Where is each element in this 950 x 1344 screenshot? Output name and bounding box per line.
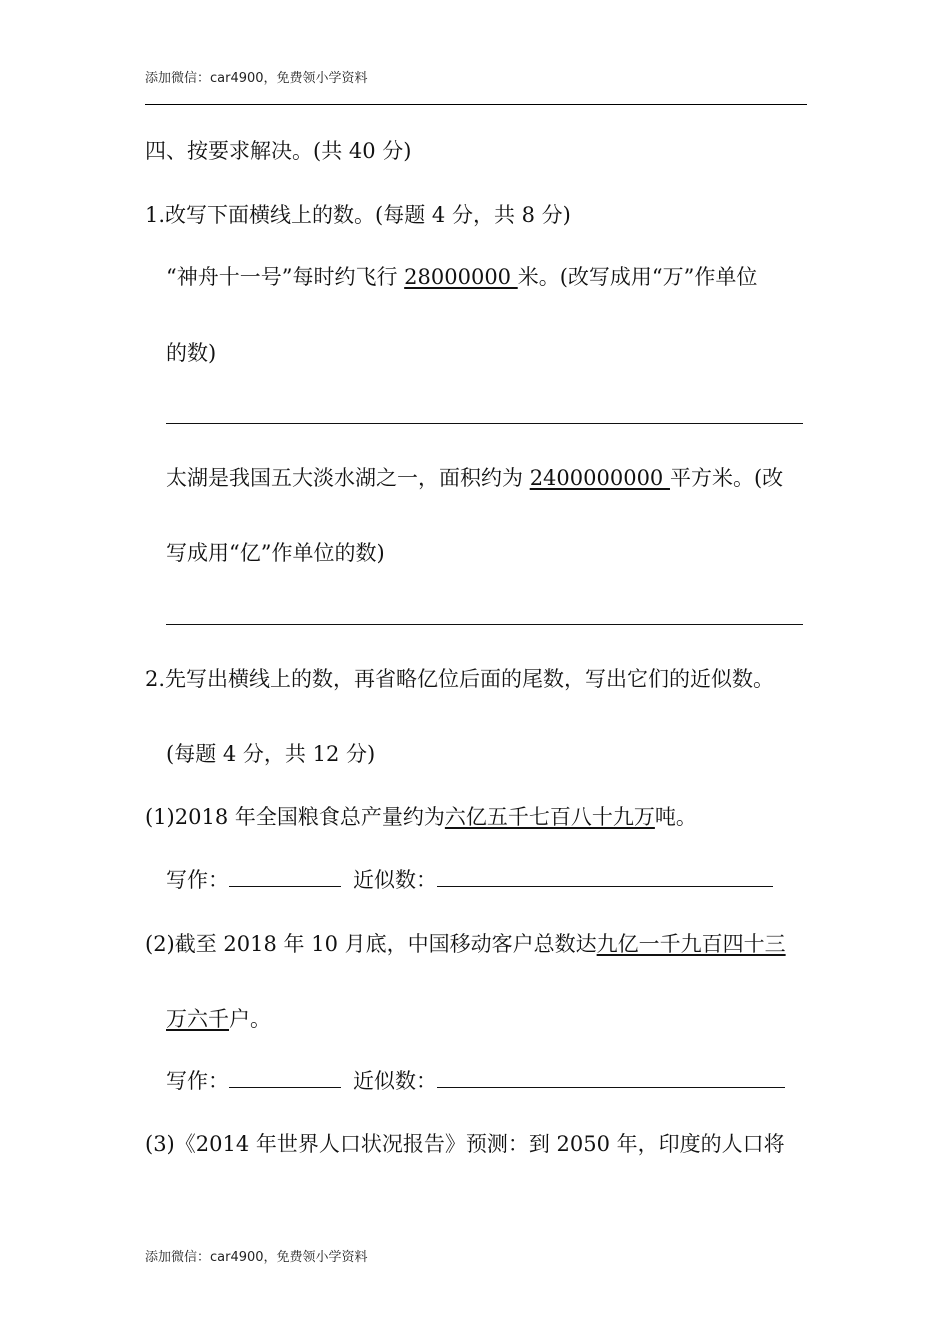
q2-item2-cont-underlined: 万六千 [166, 1007, 229, 1031]
q2-title: 2.先写出横线上的数，再省略亿位后面的尾数，写出它们的近似数。 [145, 667, 775, 691]
q1a-before: “神舟十一号”每时约飞行 [166, 265, 405, 289]
header-divider [145, 104, 807, 105]
page-header: 添加微信：car4900，免费领小学资料 [145, 71, 368, 86]
page-footer: 添加微信：car4900，免费领小学资料 [145, 1250, 368, 1265]
q2-item2-answer-row [166, 1067, 785, 1095]
approx-label: 近似数： [353, 868, 437, 892]
q1a-text [166, 263, 757, 291]
q2-item2-underlined: 九亿一千九百四十三 [596, 932, 786, 956]
q2-item1-answer-row [166, 866, 773, 894]
write-blank[interactable] [229, 866, 341, 887]
q1b-before: 太湖是我国五大淡水湖之一，面积约为 [166, 466, 530, 490]
q1b-answer-line[interactable] [166, 624, 803, 625]
q2-item2-continuation [166, 1005, 271, 1033]
q1a-number: 28000000 [404, 265, 518, 289]
q1b-continuation: 写成用“亿”作单位的数) [166, 541, 385, 565]
approx-label: 近似数： [353, 1069, 437, 1093]
q2-item3: (3)《2014 年世界人口状况报告》预测：到 2050 年，印度的人口将 [145, 1132, 785, 1156]
q2-score: (每题 4 分，共 12 分) [166, 742, 376, 766]
q2-item2-suffix: 户。 [229, 1007, 271, 1031]
approx-blank[interactable] [437, 866, 773, 887]
write-label: 写作： [166, 1069, 229, 1093]
q2-item1 [145, 803, 697, 831]
q1b-text [166, 464, 783, 492]
q1b-after: 平方米。(改 [669, 466, 784, 490]
q2-item2-prefix: (2)截至 2018 年 10 月底，中国移动客户总数达 [145, 932, 597, 956]
q2-item1-underlined: 六亿五千七百八十九万 [444, 805, 655, 829]
q1b-number: 2400000000 [529, 466, 670, 490]
q2-item2 [145, 930, 786, 958]
q1-title: 1.改写下面横线上的数。(每题 4 分，共 8 分) [145, 203, 571, 227]
write-blank[interactable] [229, 1067, 341, 1088]
q2-item1-prefix: (1)2018 年全国粮食总产量约为 [145, 805, 445, 829]
q1a-answer-line[interactable] [166, 423, 803, 424]
q1a-after: 米。(改写成用“万”作单位 [517, 265, 758, 289]
approx-blank[interactable] [437, 1067, 785, 1088]
q1a-continuation: 的数) [166, 341, 217, 365]
section-title: 四、按要求解决。(共 40 分) [145, 139, 412, 163]
write-label: 写作： [166, 868, 229, 892]
q2-item1-suffix: 吨。 [654, 805, 697, 829]
